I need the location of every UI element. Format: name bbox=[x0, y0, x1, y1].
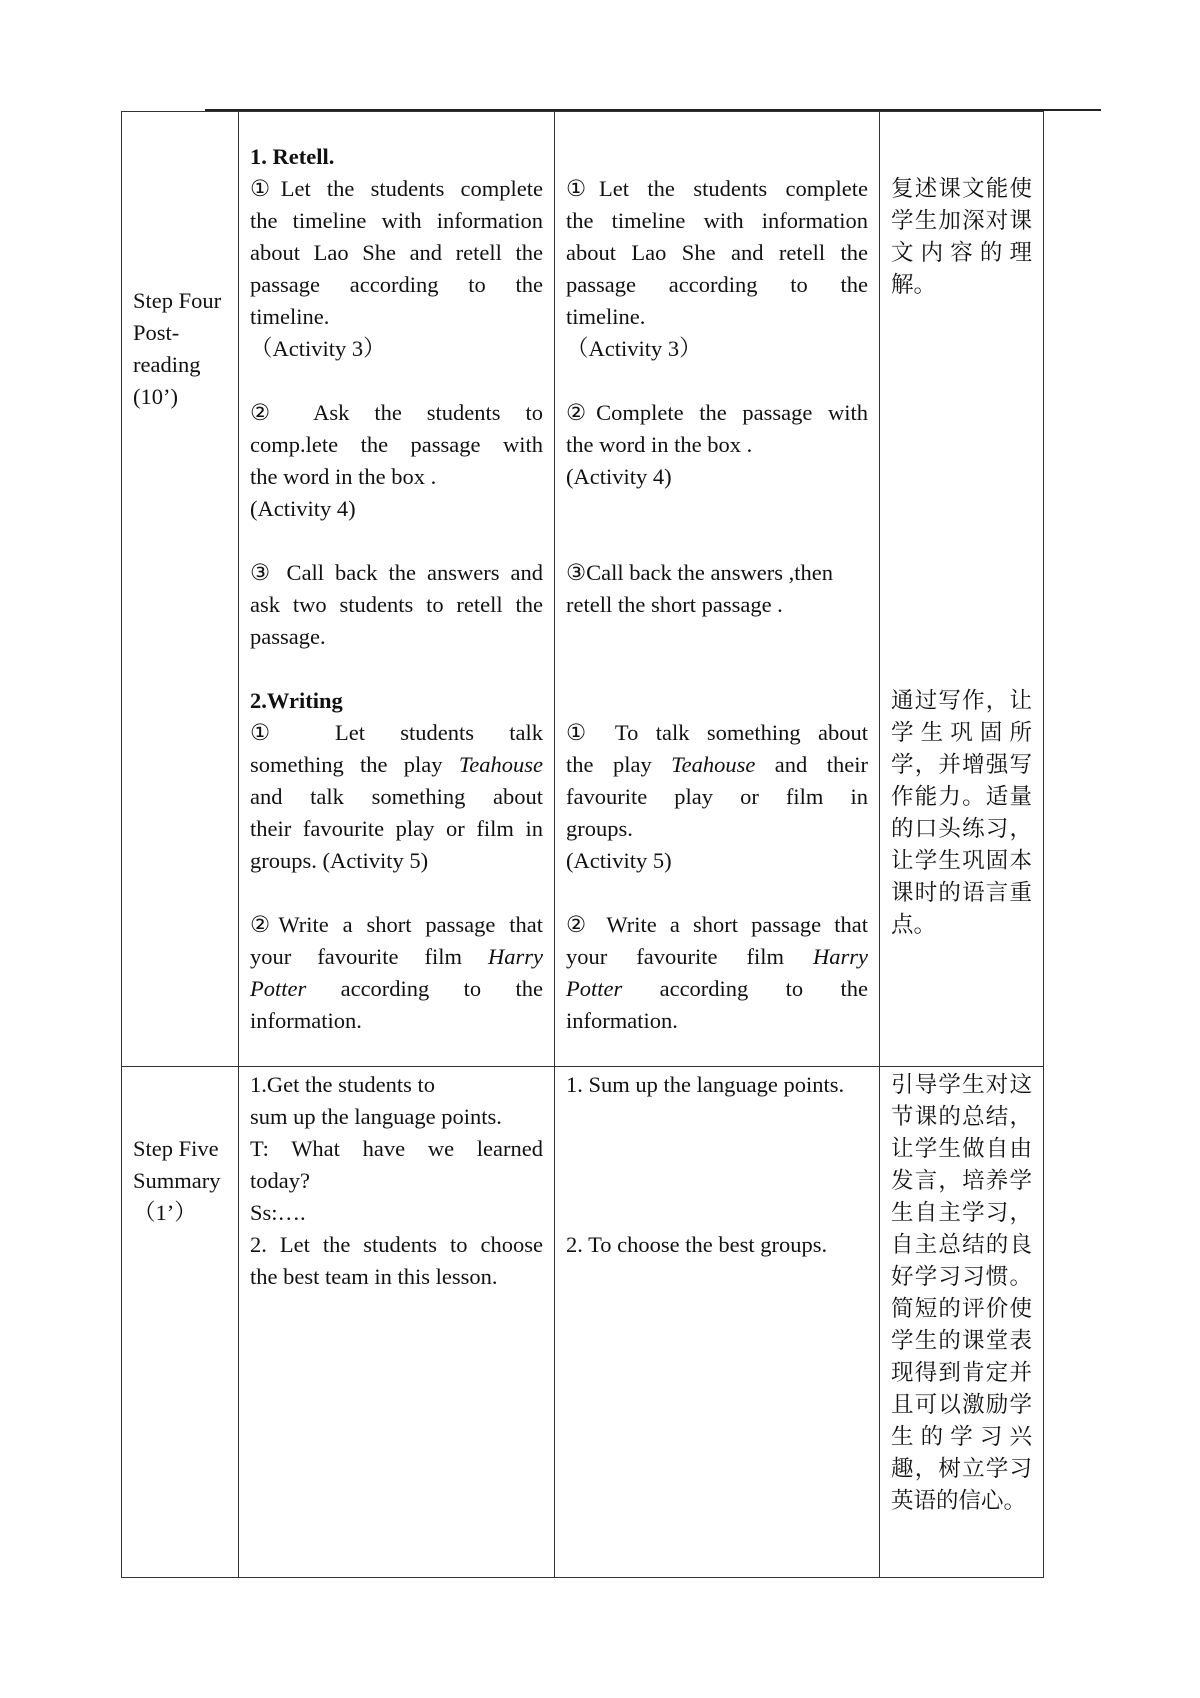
text-line: ① To talk something about bbox=[566, 720, 868, 745]
film-title: Potter bbox=[250, 976, 307, 1001]
text-line: passage. bbox=[250, 624, 326, 649]
purpose-text: 复述课文能使学生加深对课文内容的理解。 bbox=[891, 176, 1032, 297]
play-title: Teahouse bbox=[458, 752, 543, 777]
text-line: about Lao She and retell the bbox=[566, 240, 868, 265]
activity-label: (Activity 5) bbox=[566, 848, 672, 873]
text-line: 1. Sum up the language points. bbox=[566, 1072, 845, 1097]
text-line: the word in the box . bbox=[566, 432, 753, 457]
text-line: the best team in this lesson. bbox=[250, 1264, 498, 1289]
film-title: Potter bbox=[566, 976, 623, 1001]
text-line: and talk something about bbox=[250, 784, 543, 809]
text-line: ③ Call back the answers and bbox=[250, 560, 543, 585]
step-subtitle: Post- bbox=[133, 320, 180, 345]
step-title: Step Five bbox=[133, 1136, 219, 1161]
activity-label: （Activity 3） bbox=[250, 336, 386, 361]
text-line: Potter according to the bbox=[250, 976, 543, 1001]
text-line: ask two students to retell the bbox=[250, 592, 543, 617]
text-line: your favourite film Harry bbox=[250, 944, 543, 969]
text-line: sum up the language points. bbox=[250, 1104, 502, 1129]
text-line: T: What have we learned bbox=[250, 1136, 543, 1161]
text-line: the timeline with information bbox=[566, 208, 868, 233]
student-activity-cell bbox=[555, 112, 880, 1067]
step-subtitle: reading bbox=[133, 352, 201, 377]
text-line: 2. Let the students to choose bbox=[250, 1232, 543, 1257]
purpose-cell bbox=[880, 112, 1044, 1067]
lesson-plan-table bbox=[121, 111, 1044, 1578]
writing-heading: 2.Writing bbox=[250, 688, 343, 713]
student-activity-cell bbox=[555, 1067, 880, 1578]
text-line: comp.lete the passage with bbox=[250, 432, 543, 457]
text-line: something the play Teahouse bbox=[250, 752, 543, 777]
text-line: retell the short passage . bbox=[566, 592, 783, 617]
text-line: information. bbox=[566, 1008, 678, 1033]
text-line: the play Teahouse and their bbox=[566, 752, 868, 777]
text-line: ①Let the students complete bbox=[250, 176, 543, 201]
step-cell bbox=[122, 1067, 239, 1578]
text-line: favourite play or film in bbox=[566, 784, 868, 809]
text-line: ② Write a short passage that bbox=[566, 912, 868, 937]
text-line: information. bbox=[250, 1008, 362, 1033]
teacher-activity-cell bbox=[239, 1067, 555, 1578]
text-line: the timeline with information bbox=[250, 208, 543, 233]
text-line: timeline. bbox=[566, 304, 646, 329]
play-title: Teahouse bbox=[671, 752, 756, 777]
text-line: ②Complete the passage with bbox=[566, 400, 868, 425]
step-duration: （1’） bbox=[133, 1200, 197, 1225]
purpose-text: 通过写作，让学生巩固所学，并增强写作能力。适量的口头练习，让学生巩固本课时的语言重点。 bbox=[891, 688, 1032, 937]
text-line: timeline. bbox=[250, 304, 330, 329]
text-line: ① Let students talk bbox=[250, 720, 543, 745]
text-line: groups. bbox=[566, 816, 633, 841]
text-line: Ss:…. bbox=[250, 1200, 306, 1225]
text-line: Potter according to the bbox=[566, 976, 868, 1001]
text-line: passage according to the bbox=[566, 272, 868, 297]
text-line: groups. (Activity 5) bbox=[250, 848, 429, 873]
text-line: today? bbox=[250, 1168, 310, 1193]
text-line: their favourite play or film in bbox=[250, 816, 543, 841]
retell-heading: 1. Retell. bbox=[250, 144, 335, 169]
text-line: ③Call back the answers ,then bbox=[566, 560, 833, 585]
text-line: ①Let the students complete bbox=[566, 176, 868, 201]
table-row-step-four bbox=[122, 112, 1044, 1067]
text-line: ② Ask the students to bbox=[250, 400, 543, 425]
table-row-step-five bbox=[122, 1067, 1044, 1578]
step-duration: (10’) bbox=[133, 384, 178, 409]
text-line: your favourite film Harry bbox=[566, 944, 868, 969]
film-title: Harry bbox=[813, 944, 868, 969]
step-cell bbox=[122, 112, 239, 1067]
film-title: Harry bbox=[488, 944, 543, 969]
activity-label: (Activity 4) bbox=[566, 464, 672, 489]
text-line: 2. To choose the best groups. bbox=[566, 1232, 828, 1257]
text-line: ②Write a short passage that bbox=[250, 912, 543, 937]
activity-label: (Activity 4) bbox=[250, 496, 356, 521]
teacher-activity-cell bbox=[239, 112, 555, 1067]
step-subtitle: Summary bbox=[133, 1168, 221, 1193]
activity-label: （Activity 3） bbox=[566, 336, 702, 361]
purpose-cell bbox=[880, 1067, 1044, 1578]
step-title: Step Four bbox=[133, 288, 222, 313]
text-line: 1.Get the students to bbox=[250, 1072, 435, 1097]
text-line: passage according to the bbox=[250, 272, 543, 297]
text-line: the word in the box . bbox=[250, 464, 437, 489]
text-line: about Lao She and retell the bbox=[250, 240, 543, 265]
purpose-text: 引导学生对这节课的总结，让学生做自由发言，培养学生自主学习，自主总结的良好学习习惯。简短的评价使学生的课堂表现得到肯定并且可以激励学生的学习兴趣，树立学习英语的信心。 bbox=[891, 1072, 1032, 1513]
